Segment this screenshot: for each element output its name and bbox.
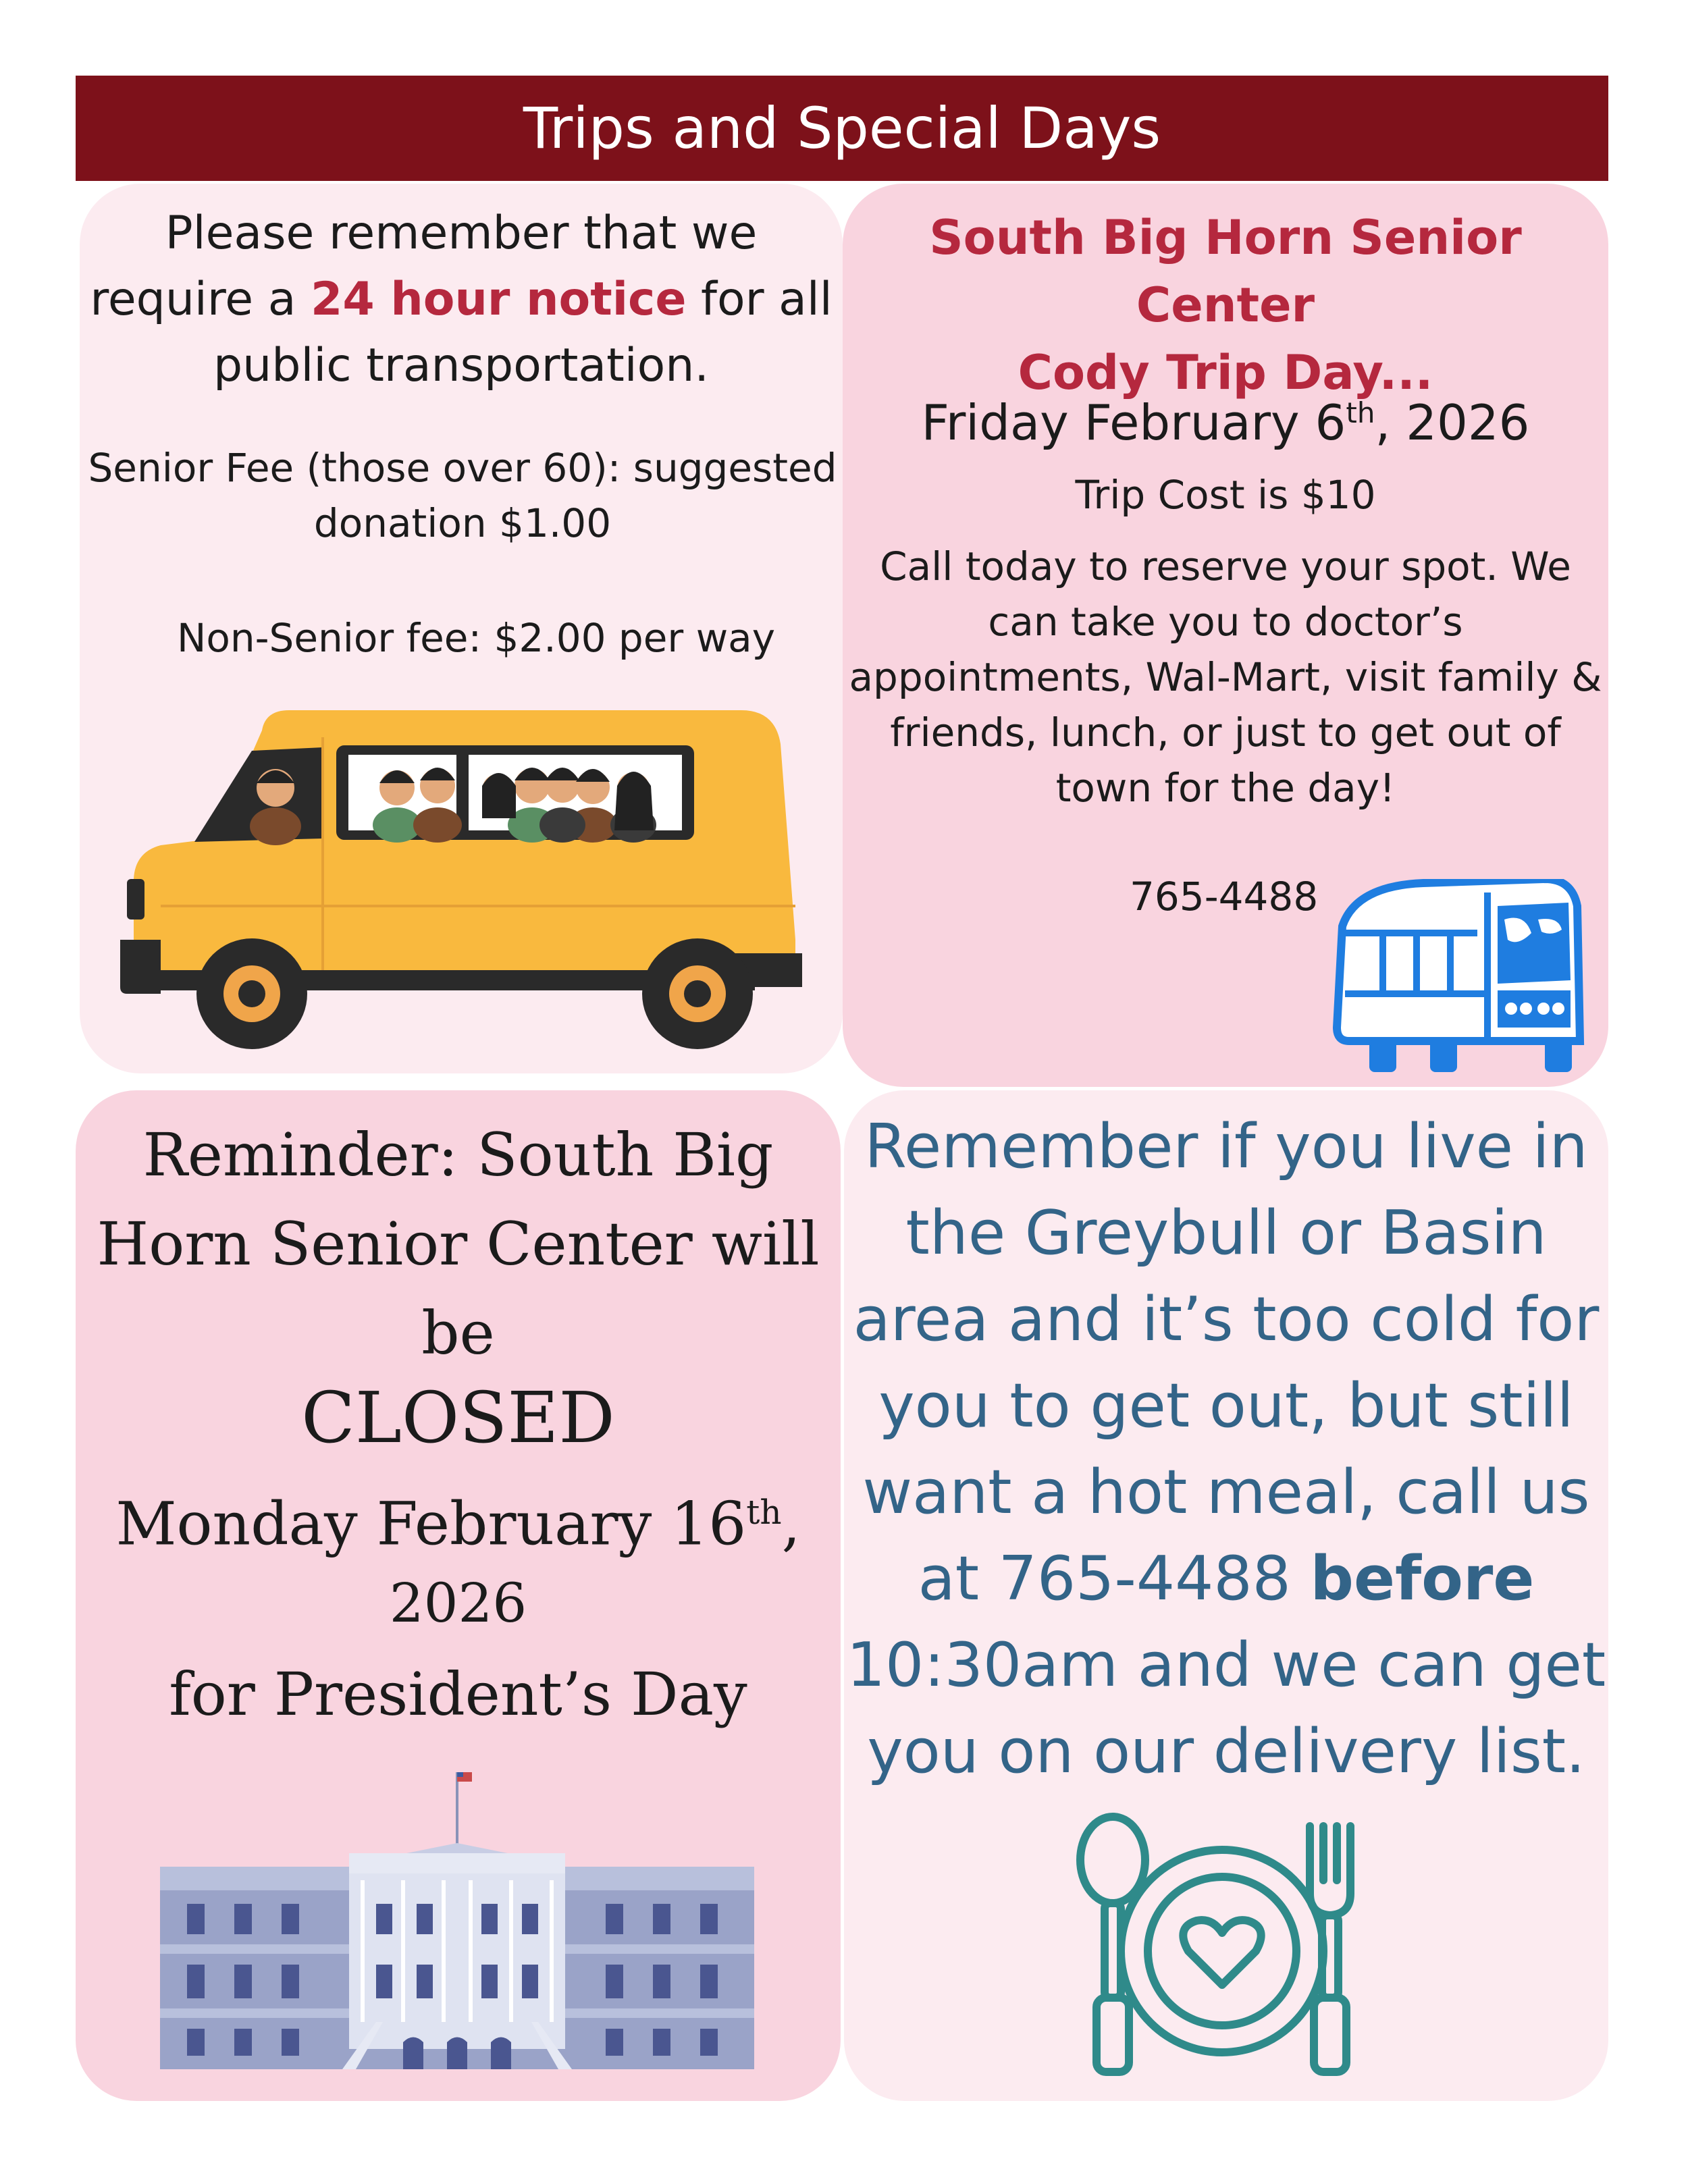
- closure-reason: for President’s Day: [169, 1659, 747, 1729]
- notice-line-3: public transportation.: [213, 339, 709, 392]
- notice-line-2: require a 24 hour notice for all: [90, 273, 833, 326]
- plate-heart-icon: [1074, 1813, 1371, 2096]
- trip-title: South Big Horn Senior Center Cody Trip Day...: [929, 210, 1522, 400]
- closure-reminder: Reminder: South Big Horn Senior Center will be: [97, 1120, 820, 1368]
- page-title: Trips and Special Days: [523, 95, 1161, 161]
- transport-card: [80, 184, 843, 1073]
- van-illustration: [120, 710, 809, 1061]
- closure-date: Monday February 16th,: [115, 1489, 801, 1559]
- bus-icon: [1329, 879, 1585, 1082]
- trip-description: Call today to reserve your spot. We can take you to doctor’s appointments, Wal-Mart, visit family & friends, lunch, or just to get out of town for the day!: [849, 543, 1602, 811]
- notice-highlight: 24 hour notice: [311, 273, 687, 326]
- closure-year: 2026: [389, 1572, 527, 1634]
- non-senior-fee: Non-Senior fee: $2.00 per way: [176, 615, 776, 661]
- before-emphasis: before: [1310, 1543, 1535, 1614]
- trip-date: Friday February 6th, 2026: [921, 394, 1530, 451]
- trip-card: [843, 184, 1608, 1087]
- closed-heading: CLOSED: [301, 1377, 615, 1459]
- trip-cost: Trip Cost is $10: [1075, 472, 1376, 518]
- closure-card: [76, 1090, 841, 2101]
- notice-text: [80, 201, 843, 399]
- white-house-illustration: [160, 1765, 754, 2076]
- senior-fee: Senior Fee (those over 60): suggested donation $1.00: [88, 445, 837, 546]
- notice-line-1: Please remember that we: [165, 207, 758, 260]
- header-banner: [76, 76, 1608, 181]
- trip-phone: 765-4488: [1130, 874, 1319, 920]
- meal-delivery-card: [844, 1090, 1608, 2101]
- meal-delivery-message: Remember if you live in the Greybull or Basin area and it’s too cold for you to get out, but still want a hot meal, call us at 765-4488 before 10:30am and we can get you on our delivery list.: [846, 1111, 1606, 1787]
